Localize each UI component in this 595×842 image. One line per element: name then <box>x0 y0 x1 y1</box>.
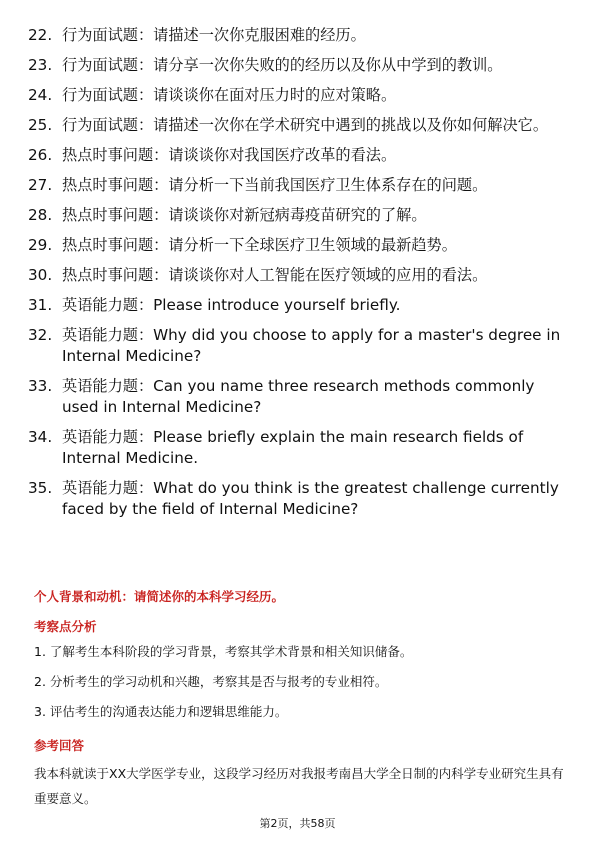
question-item <box>28 25 568 46</box>
page-footer: 第2页，共58页 <box>259 817 336 830</box>
question-text: 英语能力题：Why did you choose to apply for a master's degree in Internal Medicine? <box>62 326 561 365</box>
analysis-item: 2. 分析考生的学习动机和兴趣，考察其是否与报考的专业相符。 <box>34 674 388 689</box>
analysis-item: 3. 评估考生的沟通表达能力和逻辑思维能力。 <box>34 704 288 719</box>
question-item <box>28 55 568 76</box>
question-item <box>28 478 568 520</box>
answer-title: 参考回答 <box>34 738 85 753</box>
question-item <box>28 325 568 367</box>
question-number: 23. <box>28 56 53 74</box>
question-list <box>28 25 568 529</box>
question-number: 25. <box>28 116 53 134</box>
question-text: 热点时事问题：请谈谈你对新冠病毒疫苗研究的了解。 <box>62 206 427 224</box>
question-number: 35. <box>28 479 53 497</box>
question-text: 行为面试题：请描述一次你克服困难的经历。 <box>62 26 366 44</box>
question-text: 行为面试题：请分享一次你失败的的经历以及你从中学到的教训。 <box>62 56 503 74</box>
question-text: 英语能力题：Please introduce yourself briefly. <box>62 296 401 314</box>
question-text: 英语能力题：Can you name three research methods commonly used in Internal Medicine? <box>62 377 535 416</box>
question-number: 28. <box>28 206 53 224</box>
question-text: 热点时事问题：请谈谈你对人工智能在医疗领域的应用的看法。 <box>62 266 488 284</box>
question-item <box>28 85 568 106</box>
question-text: 热点时事问题：请谈谈你对我国医疗改革的看法。 <box>62 146 397 164</box>
question-item <box>28 295 568 316</box>
question-item <box>28 175 568 196</box>
question-number: 29. <box>28 236 53 254</box>
question-text: 行为面试题：请描述一次你在学术研究中遇到的挑战以及你如何解决它。 <box>62 116 548 134</box>
question-item <box>28 376 568 418</box>
question-text: 英语能力题：Please briefly explain the main research fields of Internal Medicine. <box>62 428 524 467</box>
analysis-list <box>34 643 564 733</box>
question-number: 30. <box>28 266 53 284</box>
question-item <box>28 265 568 286</box>
question-number: 34. <box>28 428 53 446</box>
question-number: 24. <box>28 86 53 104</box>
question-text: 热点时事问题：请分析一下当前我国医疗卫生体系存在的问题。 <box>62 176 488 194</box>
question-text: 英语能力题：What do you think is the greatest challenge currently faced by the field of Internal Medicine? <box>62 479 559 518</box>
question-item <box>28 205 568 226</box>
question-number: 33. <box>28 377 53 395</box>
question-item <box>28 427 568 469</box>
analysis-item: 1. 了解考生本科阶段的学习背景，考察其学术背景和相关知识储备。 <box>34 644 413 659</box>
question-number: 27. <box>28 176 53 194</box>
answer-text: 我本科就读于XX大学医学专业，这段学习经历对我报考南昌大学全日制的内科学专业研究生具有重要意义。 <box>34 766 564 806</box>
question-text: 行为面试题：请谈谈你在面对压力时的应对策略。 <box>62 86 397 104</box>
question-number: 22. <box>28 26 53 44</box>
question-number: 32. <box>28 326 53 344</box>
question-number: 26. <box>28 146 53 164</box>
question-number: 31. <box>28 296 53 314</box>
analysis-title: 考察点分析 <box>34 619 97 634</box>
question-item <box>28 145 568 166</box>
section-heading: 个人背景和动机：请简述你的本科学习经历。 <box>34 589 285 604</box>
question-item <box>28 115 568 136</box>
question-item <box>28 235 568 256</box>
question-text: 热点时事问题：请分析一下全球医疗卫生领域的最新趋势。 <box>62 236 457 254</box>
